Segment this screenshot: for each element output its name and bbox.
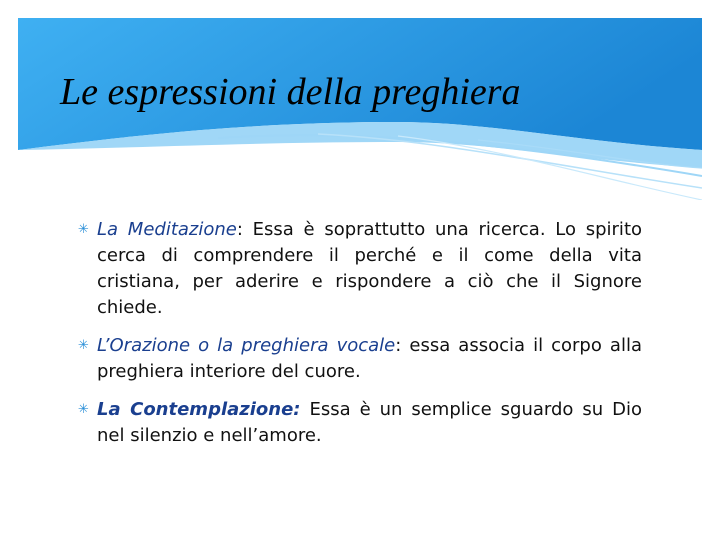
bullet-term: La Contemplazione:: [97, 399, 301, 420]
bullet-text: Essa è soprattutto una ricerca. Lo spirito cerca di comprendere il perché e il come della vita cristiana, per aderire e rispondere a ciò che il Signore chiede.: [97, 219, 643, 318]
asterisk-icon: ✳: [78, 338, 89, 353]
bullet-term: L’Orazione o la preghiera vocale: [97, 335, 396, 356]
bullet-separator: :: [236, 219, 243, 240]
bullet-text: essa associa il corpo alla preghiera interiore del cuore.: [97, 335, 642, 382]
asterisk-icon: ✳: [78, 402, 89, 417]
bullet-text: Essa è un semplice sguardo su Dio nel silenzio e nell’amore.: [97, 399, 642, 446]
slide-title: Le espressioni della preghiera: [60, 71, 521, 113]
bullet-item: [78, 333, 642, 385]
bullet-term: La Meditazione: [97, 219, 237, 240]
bullet-list: [78, 217, 642, 461]
bullet-item: [78, 397, 642, 449]
bullet-item: [78, 217, 642, 321]
bullet-separator: :: [395, 335, 402, 356]
title-banner: [18, 18, 702, 200]
asterisk-icon: ✳: [78, 222, 89, 237]
